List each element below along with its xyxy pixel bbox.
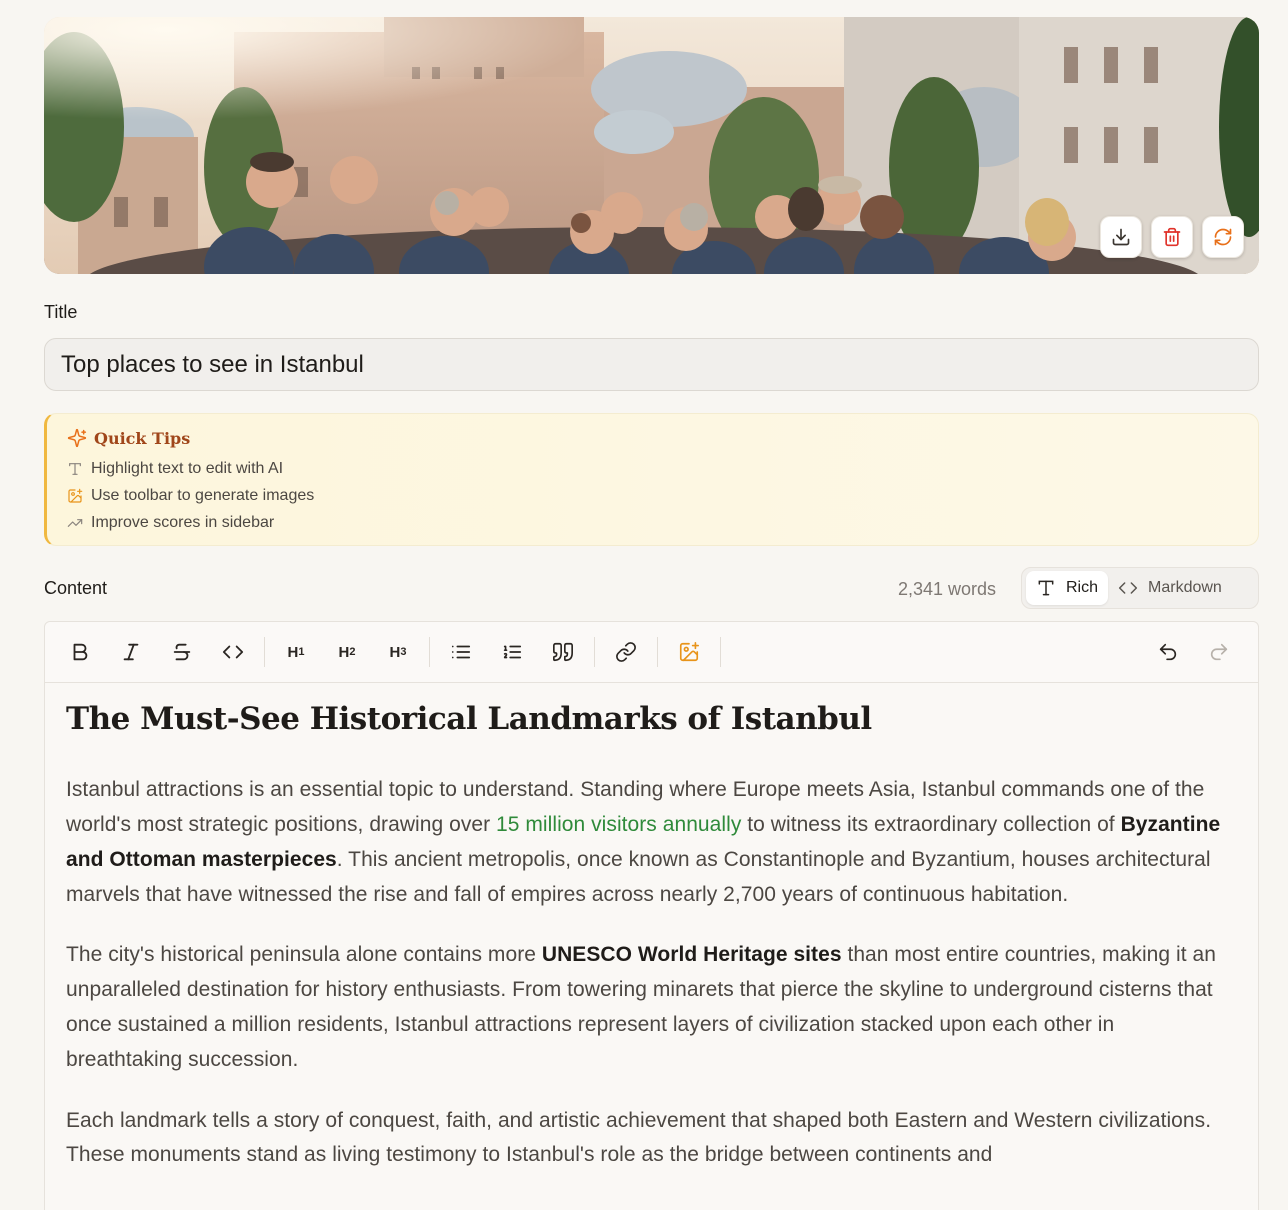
quote-icon (552, 641, 574, 663)
cover-illustration (44, 17, 1259, 274)
markdown-mode-button[interactable] (1108, 571, 1232, 605)
bullet-list-icon (450, 641, 472, 663)
paragraph-text: to witness its extraordinary collection of (741, 812, 1121, 836)
delete-image-button[interactable] (1151, 216, 1193, 258)
trending-up-icon (67, 515, 83, 531)
toolbar-divider (594, 637, 595, 667)
tip-item (67, 455, 1258, 482)
sparkles-icon (67, 428, 87, 448)
heading-2-level: 2 (349, 646, 356, 658)
trash-icon (1162, 227, 1182, 247)
toolbar-divider (720, 637, 721, 667)
editor-document[interactable] (45, 683, 1258, 1173)
heading-2-button[interactable] (323, 632, 371, 672)
numbered-list-icon (501, 641, 523, 663)
code-icon (1118, 578, 1138, 598)
bold-text: Byzantine and Ottoman masterpieces (66, 812, 1221, 871)
strikethrough-icon (171, 641, 193, 663)
undo-icon (1157, 641, 1179, 663)
rich-text-editor (44, 621, 1259, 1210)
heading-1-button[interactable] (272, 632, 320, 672)
redo-button[interactable] (1195, 632, 1243, 672)
bold-button[interactable] (56, 632, 104, 672)
numbered-list-button[interactable] (488, 632, 536, 672)
heading-1-label: H (287, 643, 299, 661)
download-image-button[interactable] (1100, 216, 1142, 258)
content-label: Content (44, 578, 108, 598)
quick-tips-panel (44, 413, 1259, 546)
heading-2-label: H (338, 643, 350, 661)
inline-code-button[interactable] (209, 632, 257, 672)
heading-3-button[interactable] (374, 632, 422, 672)
paragraph-text: . This ancient metropolis, once known as Constantinople and Byzantium, houses architectural marvels that have witnessed the rise and fall of empires across nearly 2,700 years of continuous habitation. (66, 847, 1211, 906)
tip-item (67, 482, 1258, 509)
text-type-icon (1036, 578, 1056, 598)
title-input[interactable] (44, 338, 1259, 391)
paragraph-text: Istanbul attractions is an essential topic to understand. Standing where Europe meets Asia, Istanbul commands one of the world's most strategic positions, drawing over (66, 778, 1205, 836)
heading-3-label: H (389, 643, 401, 661)
download-icon (1111, 227, 1131, 247)
link-icon (615, 641, 637, 663)
quick-tips-heading (67, 428, 1258, 448)
paragraph (66, 938, 1236, 1077)
toolbar-divider (657, 637, 658, 667)
rich-mode-label: Rich (1066, 579, 1099, 596)
heading-1-level: 1 (298, 646, 305, 658)
word-count: 2,341 words (898, 579, 997, 599)
regenerate-image-button[interactable] (1202, 216, 1244, 258)
refresh-icon (1213, 227, 1233, 247)
highlighted-text: 15 million visitors annually (496, 812, 742, 836)
title-label: Title (44, 302, 78, 322)
redo-icon (1208, 641, 1230, 663)
undo-button[interactable] (1144, 632, 1192, 672)
blockquote-button[interactable] (539, 632, 587, 672)
code-icon (222, 641, 244, 663)
image-add-icon (678, 641, 700, 663)
bullet-list-button[interactable] (437, 632, 485, 672)
toolbar-divider (429, 637, 430, 667)
paragraph: Each landmark tells a story of conquest, faith, and artistic achievement that shaped both Eastern and Western civilizations. These monuments stand as living testimony to Istanbul's role as the bridge between continents and (66, 1108, 1212, 1167)
tip-item (67, 509, 1258, 536)
markdown-mode-label: Markdown (1148, 579, 1222, 596)
paragraph (66, 773, 1236, 912)
bold-text: UNESCO World Heritage sites (541, 943, 842, 967)
strikethrough-button[interactable] (158, 632, 206, 672)
text-type-icon (67, 461, 83, 477)
paragraph-text: The city's historical peninsula alone contains more (66, 943, 542, 967)
document-heading: The Must-See Historical Landmarks of Istanbul (66, 701, 872, 737)
bold-icon (69, 641, 91, 663)
italic-button[interactable] (107, 632, 155, 672)
tip-text: Use toolbar to generate images (91, 486, 315, 504)
tip-text: Improve scores in sidebar (91, 513, 275, 531)
paragraph-text: than most entire countries, making it an unparalleled destination for history enthusiasts. From towering minarets that pierce the skyline to underground cisterns that once sustained a million residents, Istanbul attractions represent layers of civilization stacked upon each other in breathtaking succession. (66, 943, 1216, 1071)
image-add-icon (67, 488, 83, 504)
quick-tips-title: Quick Tips (94, 428, 191, 448)
toolbar-divider (264, 637, 265, 667)
rich-mode-button[interactable] (1026, 571, 1108, 605)
generate-image-button[interactable] (665, 632, 713, 672)
editor-toolbar (45, 622, 1258, 683)
cover-image (44, 17, 1259, 274)
tip-text: Highlight text to edit with AI (91, 459, 284, 477)
heading-3-level: 3 (400, 646, 407, 658)
editor-mode-toggle (1021, 567, 1259, 609)
insert-link-button[interactable] (602, 632, 650, 672)
italic-icon (120, 641, 142, 663)
